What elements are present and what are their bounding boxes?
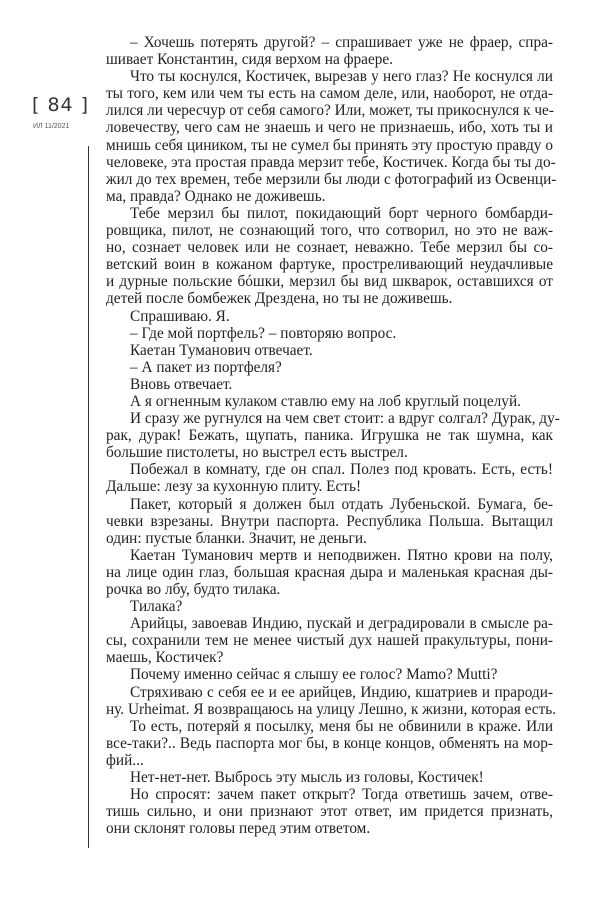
margin-rule bbox=[88, 146, 89, 848]
text-line: Дальше: лезу за кухонную плиту. Есть! bbox=[106, 478, 362, 496]
paragraph bbox=[106, 410, 560, 462]
text-line: Спрашиваю. Я. bbox=[130, 307, 230, 325]
text-line: Тебе мерзил бы пилот, покидающий борт черного бомбарди- bbox=[130, 204, 553, 222]
text-line: ну. Urheimat. Я возвращаюсь на улицу Лешно, к жизни, которая есть. bbox=[106, 700, 557, 718]
paragraph bbox=[106, 666, 553, 683]
text-line: Пакет, который я должен был отдать Лубеньской. Бумага, бе- bbox=[130, 495, 553, 513]
text-line: тишь сильно, и они признают этот ответ, им придется признать, bbox=[106, 803, 553, 821]
text-line: Нет-нет-нет. Выбрось эту мысль из головы, Костичек! bbox=[130, 769, 484, 787]
text-line: маешь, Костичек? bbox=[106, 649, 224, 667]
paragraph bbox=[106, 598, 553, 615]
text-line: – Хочешь потерять другой? – спрашивает уже не фраер, спра- bbox=[130, 34, 553, 51]
text-line: фий... bbox=[106, 751, 144, 769]
paragraph bbox=[106, 718, 553, 769]
paragraph bbox=[106, 769, 553, 786]
text-line: Каетан Туманович мертв и неподвижен. Пятно крови на полу, bbox=[130, 546, 553, 564]
text-line: То есть, потеряй я посылку, меня бы не обвинили в краже. Или bbox=[130, 717, 553, 735]
body-text bbox=[106, 34, 560, 838]
text-line: ловечеству, чего сам не знаешь и чего не признаешь, ибо, хоть ты и bbox=[106, 119, 553, 137]
text-line: Стряхиваю с себя ее и ее арийцев, Индию, кшатриев и прароди- bbox=[130, 683, 553, 701]
paragraph bbox=[106, 547, 553, 598]
text-line: но, сознает человек или не сознает, неважно. Тебе мерзил бы со- bbox=[106, 239, 553, 257]
text-line: чевки взрезаны. Внутри паспорта. Республика Польша. Вытащил bbox=[106, 512, 553, 530]
text-line: – Где мой портфель? – повторяю вопрос. bbox=[130, 324, 397, 342]
paragraph bbox=[106, 205, 553, 308]
text-line: Тилака? bbox=[130, 598, 183, 616]
text-line: один: пустые бланки. Значит, не деньги. bbox=[106, 529, 367, 547]
text-line: Вновь отвечает. bbox=[130, 375, 233, 393]
page-number: [ 84 ] bbox=[32, 94, 90, 116]
text-line: Арийцы, завоевав Индию, пускай и деградировали в смысле ра- bbox=[130, 615, 553, 633]
paragraph bbox=[106, 68, 557, 205]
text-line: ветский воин в кожаном фартуке, простреливающий неудачливые bbox=[106, 256, 553, 274]
text-line: человеке, эта простая правда мерзит тебе, Костичек. Когда бы ты до- bbox=[106, 153, 556, 171]
text-line: лился ли чересчур от себя самого? Или, может, ты прикоснулся к че- bbox=[106, 102, 554, 120]
text-line: рочка во лбу, будто тилака. bbox=[106, 581, 281, 598]
paragraph bbox=[106, 342, 553, 359]
text-line: детей после бомбежек Дрездена, но ты не доживешь. bbox=[106, 290, 453, 308]
paragraph bbox=[106, 461, 553, 495]
paragraph bbox=[106, 325, 553, 342]
paragraph bbox=[106, 393, 553, 410]
text-line: Каетан Туманович отвечает. bbox=[130, 341, 313, 359]
text-line: Но спросят: зачем пакет открыт? Тогда ответишь зачем, отве- bbox=[130, 786, 553, 804]
text-line: шивает Константин, сидя верхом на фраере. bbox=[106, 51, 394, 69]
text-line: ма, правда? Однако не доживешь. bbox=[106, 187, 326, 205]
text-line: А я огненным кулаком ставлю ему на лоб круглый поцелуй. bbox=[130, 392, 521, 410]
text-line: на лице один глаз, большая красная дыра и маленькая красная ды- bbox=[106, 563, 553, 581]
text-line: все-таки?.. Ведь паспорта мог бы, в конце концов, обменять на мор- bbox=[106, 734, 553, 752]
text-line: Побежал в комнату, где он спал. Полез под кровать. Есть, есть! bbox=[130, 461, 553, 479]
paragraph bbox=[106, 376, 553, 393]
text-line: И сразу же ругнулся на чем свет стоит: а вдруг солгал? Дурак, ду- bbox=[130, 410, 560, 428]
text-line: большие пистолеты, но выстрел есть выстрел. bbox=[106, 444, 408, 462]
text-line: жил до тех времен, тебе мерзили бы люди с фотографий из Освенци- bbox=[106, 170, 557, 188]
paragraph bbox=[106, 308, 553, 325]
text-line: и дурные польские бóшки, мерзил бы вид шкварок, оставшихся от bbox=[106, 273, 553, 291]
text-line: они склонят головы перед этим ответом. bbox=[106, 820, 371, 838]
text-line: – А пакет из портфеля? bbox=[130, 358, 282, 376]
paragraph bbox=[106, 683, 557, 718]
text-line: ровщика, пилот, не сознающий того, что сотворил, но это не важ- bbox=[106, 222, 553, 240]
text-line: рак, дурак! Бежать, щупать, паника. Игрушка не так шумна, как bbox=[106, 427, 553, 445]
paragraph bbox=[106, 359, 553, 376]
paragraph bbox=[106, 34, 553, 68]
paragraph bbox=[106, 496, 553, 547]
paragraph bbox=[106, 786, 553, 837]
text-line: мнишь себя циником, ты не сумел бы принять эту простую правду о bbox=[106, 136, 553, 154]
text-line: Что ты коснулся, Костичек, вырезав у него глаз? Не коснулся ли bbox=[130, 68, 553, 86]
text-line: сы, сохранили тем не менее чистый дух нашей пракультуры, пони- bbox=[106, 632, 553, 650]
text-line: Почему именно сейчас я слышу ее голос? Mamo? Mutti? bbox=[130, 666, 498, 684]
paragraph bbox=[106, 615, 553, 666]
text-line: ты того, кем или чем ты есть на самом деле, или, наоборот, не отда- bbox=[106, 85, 553, 103]
issue-label: ИЛ 11/2021 bbox=[33, 123, 70, 130]
